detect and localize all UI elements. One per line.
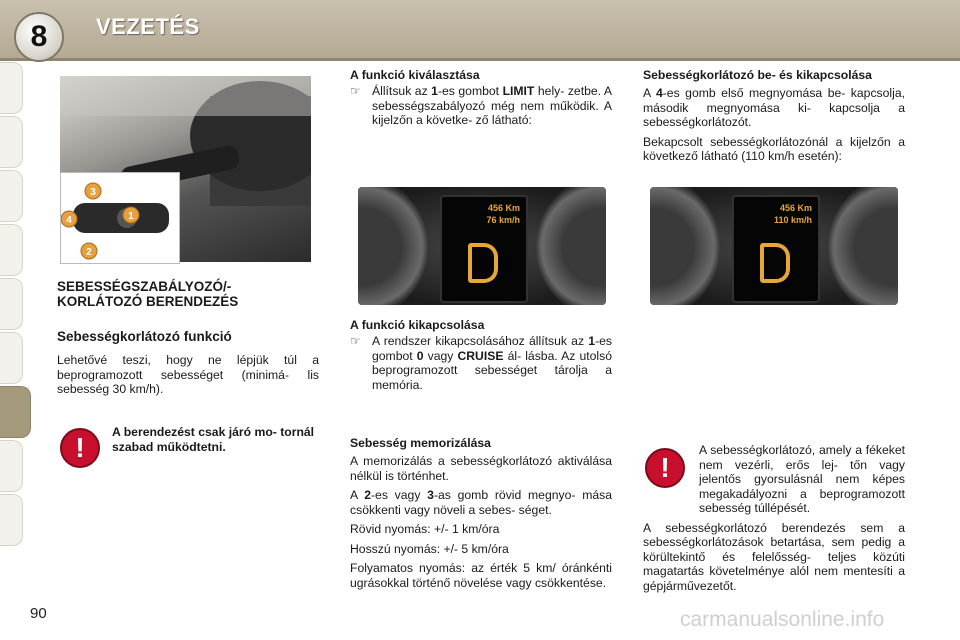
chapter-tab[interactable]: [0, 224, 23, 276]
memory-buttons-paragraph: [350, 488, 612, 517]
warning-icon: !: [645, 448, 685, 488]
tachometer-gauge: [828, 187, 898, 305]
text-run: -es gombot: [372, 334, 612, 363]
gear-indicator: [468, 243, 498, 283]
column-middle-bottom: [350, 436, 612, 595]
text-run: hely- zetbe. A sebességszabályozó még nem működik. A kijelzőn a követke- ző látható:: [372, 84, 612, 127]
continuous-press-text: Folyamatos nyomás: az érték 5 km/ óránkénti ugrásokkal történő növelése vagy csökkentése.: [350, 561, 612, 590]
key-label: 4: [655, 86, 663, 100]
text-run: A rendszer kikapcsolásához állítsuk az: [372, 334, 589, 348]
header-divider: [0, 58, 960, 61]
text-run: A: [643, 86, 656, 100]
intro-text: Lehetővé teszi, hogy ne lépjük túl a beprogramozott sebességet (minimá- lis sebesség 30 km/h).: [57, 353, 319, 396]
lever-closeup-inset: [60, 172, 180, 264]
page-number: 90: [30, 605, 47, 622]
speedometer-gauge: [650, 187, 720, 305]
lever-diagram: [61, 173, 179, 263]
instrument-display-2: [650, 187, 898, 305]
memory-paragraph: A memorizálás a sebességkorlátozó aktiválása nélkül is történhet.: [350, 454, 612, 483]
column-right-warning: [643, 443, 905, 598]
off-heading: A funkció kikapcsolása: [350, 318, 485, 332]
chapter-badge: 8: [14, 12, 64, 62]
page-title: VEZETÉS: [96, 14, 200, 39]
onoff-paragraph: [643, 86, 905, 130]
key-label: 1: [588, 334, 596, 348]
chapter-tab[interactable]: [0, 332, 23, 384]
key-label: 0: [416, 348, 424, 363]
instrument-display-1: [358, 187, 606, 305]
odometer-value: 456 Km: [779, 203, 812, 213]
text-run: Állítsuk az: [372, 84, 432, 98]
key-label: 1: [431, 84, 438, 98]
set-speed-value: 76 km/h: [486, 215, 520, 225]
speedometer-gauge: [358, 187, 428, 305]
odometer-value: 456 Km: [487, 203, 520, 213]
off-bullet: [350, 334, 612, 392]
text-run: -es gomb első megnyomása be- kapcsolja, második megnyomása ki- kapcsolja a sebességkorlátozót.: [643, 86, 905, 129]
short-press-text: Rövid nyomás: +/- 1 km/óra: [350, 522, 500, 536]
text-run: -es gombot: [437, 84, 503, 98]
memory-heading: Sebesség memorizálása: [350, 436, 491, 450]
column-middle-mid: [350, 318, 612, 392]
chapter-tab-active[interactable]: [0, 386, 31, 438]
chapter-tab[interactable]: [0, 116, 23, 168]
pointing-hand-icon: ☞: [350, 84, 361, 98]
warning-paragraph-2: A sebességkorlátozó berendezés sem a sebességkorlátozások betartása, sem pedig a körültekintő és felelősség- teljes közúti magatartás követelménye alól nem mentesíti a gépjárművezetőt.: [643, 520, 905, 593]
key-label: 2: [364, 488, 371, 502]
onoff-display-paragraph: Bekapcsolt sebességkorlátozónál a kijelzőn a következő látható (110 km/h esetén):: [643, 134, 905, 163]
text-run: A: [350, 488, 365, 502]
multifunction-display: [440, 195, 528, 303]
lever-label-1: 1: [128, 211, 134, 222]
set-speed-value: 110 km/h: [773, 215, 812, 225]
column-left: [57, 279, 319, 402]
text-run: vagy: [423, 348, 458, 363]
warning-paragraph-1: A sebességkorlátozó, amely a fékeket nem vezérli, erős lej- tőn vagy jelentős gyorsulásnál nem képes megakadályozni a beprogramozott sebesség túllépését.: [699, 443, 905, 515]
gear-indicator: [760, 243, 790, 283]
chapter-tab[interactable]: [0, 170, 23, 222]
chapter-tab[interactable]: [0, 62, 23, 114]
column-right-top: [643, 68, 905, 169]
lever-label-4: 4: [66, 215, 72, 226]
warning-note-text: A berendezést csak járó mo- tornál szabad működtetni: [112, 425, 315, 454]
watermark: carmanualsonline.info: [680, 608, 885, 631]
key-label: 3: [427, 488, 434, 502]
lever-label-3: 3: [90, 187, 96, 198]
long-press-text: Hosszú nyomás: +/- 5 km/óra: [350, 541, 509, 556]
text-run: ál- lásba. Az utolsó beprogramozott sebességet tárolja a memória.: [372, 348, 612, 392]
text-run: -es vagy: [371, 488, 428, 502]
key-label: CRUISE: [457, 348, 504, 363]
multifunction-display: [732, 195, 820, 303]
key-label: LIMIT: [502, 84, 535, 98]
onoff-heading: Sebességkorlátozó be- és kikapcsolása: [643, 68, 872, 82]
warning-icon: !: [60, 428, 100, 468]
section-heading: SEBESSÉGSZABÁLYOZÓ/- KORLÁTOZÓ BERENDEZÉS: [57, 279, 239, 309]
chapter-tab[interactable]: [0, 278, 23, 330]
select-heading: A funkció kiválasztása: [350, 68, 480, 82]
text-run: -as gomb rövid megnyo- mása csökkenti vagy növeli a sebes- séget.: [350, 488, 612, 517]
column-middle-top: [350, 68, 612, 128]
chapter-tab[interactable]: [0, 440, 23, 492]
lever-label-2: 2: [86, 247, 92, 258]
chapter-tabs: [0, 62, 26, 582]
pointing-hand-icon: ☞: [350, 334, 361, 348]
warning-note: A berendezést csak járó mo- tornál szabad működtetni.: [112, 425, 315, 454]
select-bullet: [350, 84, 612, 128]
chapter-tab[interactable]: [0, 494, 23, 546]
tachometer-gauge: [536, 187, 606, 305]
function-heading: Sebességkorlátozó funkció: [57, 329, 232, 344]
